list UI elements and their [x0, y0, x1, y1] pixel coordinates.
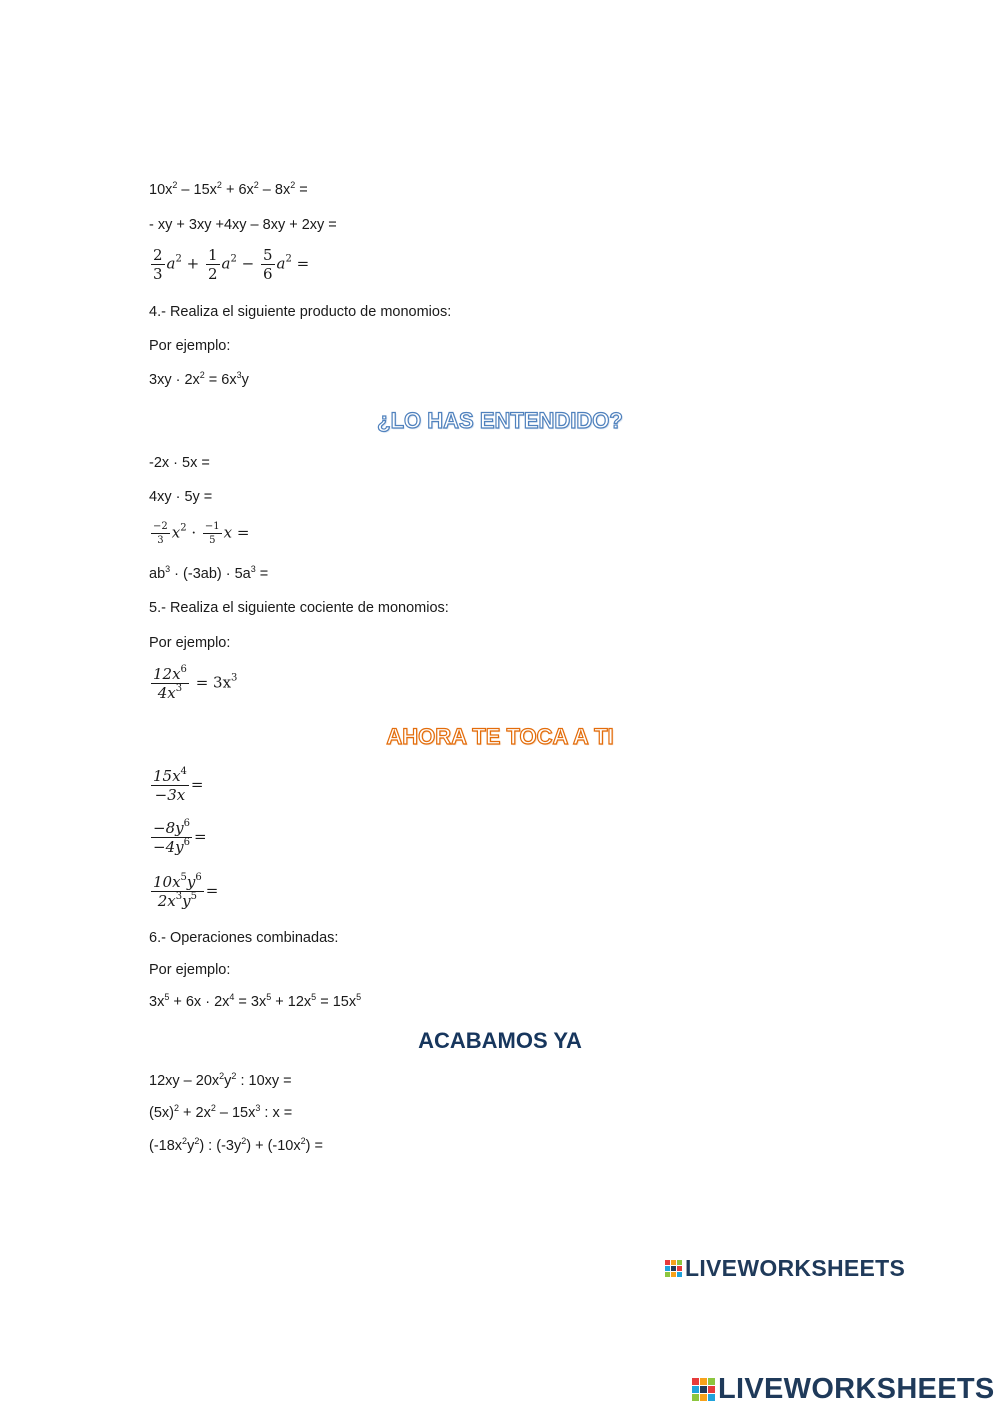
product-1: -2x · 5x =: [149, 455, 210, 471]
expression-2: - xy + 3xy +4xy – 8xy + 2xy =: [149, 217, 337, 233]
logo-grid-icon: [665, 1260, 682, 1277]
example-label-4: Por ejemplo:: [149, 338, 231, 354]
operation-2: $(5x)^2 + 2x^2 - 15x^3$ : x =: [149, 1103, 293, 1121]
heading-lo-has-entendido: ¿LO HAS ENTENDIDO?: [377, 408, 623, 433]
example-6: $3x^5 + 6x \cdot 2x^4 = 3x^5 + 12x^5 = 15x^5$: [149, 992, 362, 1010]
expression-1: $10x^2 - 15x^2 + 6x^2 - 8x^2$ =: [149, 180, 308, 198]
heading-acabamos-ya: ACABAMOS YA: [418, 1028, 582, 1053]
logo-text: LIVEWORKSHEETS: [685, 1255, 906, 1281]
product-2: 4xy · 5y =: [149, 489, 213, 505]
question-5: 5.- Realiza el siguiente cociente de monomios:: [149, 600, 449, 616]
quotient-2: $\frac{-8y^6}{-4y^6}$ =: [153, 818, 207, 856]
question-6: 6.- Operaciones combinadas:: [149, 930, 339, 946]
quotient-1: $\frac{15x^4}{-3x}$ =: [153, 766, 204, 804]
heading-ahora-te-toca: AHORA TE TOCA A TI: [386, 724, 614, 749]
product-3-fractions: $\frac{-2}{3}$ $x^2$ · $\frac{-1}{5}$ x =: [153, 521, 250, 546]
example-label-5: Por ejemplo:: [149, 635, 231, 651]
example-label-6: Por ejemplo:: [149, 962, 231, 978]
liveworksheets-logo: [665, 1255, 905, 1282]
liveworksheets-footer-logo: [692, 1373, 995, 1406]
logo-text: LIVEWORKSHEETS: [718, 1373, 995, 1405]
product-4: $ab^3 \cdot (-3ab) \cdot 5a^3$ =: [149, 564, 269, 582]
logo-grid-icon: [692, 1378, 715, 1401]
operation-3: $(-18x^2y^2)$ : $(-3y^2) + (-10x^2)$ =: [149, 1136, 323, 1154]
example-4: $3xy \cdot 2x^2 = 6x^3y$: [149, 370, 249, 388]
example-5-quotient: $\frac{12x^6}{4x^3}$ = $3x^3$: [153, 664, 238, 702]
question-4: 4.- Realiza el siguiente producto de monomios:: [149, 304, 452, 320]
operation-1: $12xy - 20x^2y^2$ : 10xy =: [149, 1071, 292, 1089]
quotient-3: $\frac{10x^5y^6}{2x^3y^5}$ =: [153, 872, 219, 910]
expression-3-fractions: $\frac{2}{3}$ $a^2$ + $\frac{1}{2}$ $a^2$ − $\frac{5}{6}$ $a^2$ =: [153, 246, 310, 283]
